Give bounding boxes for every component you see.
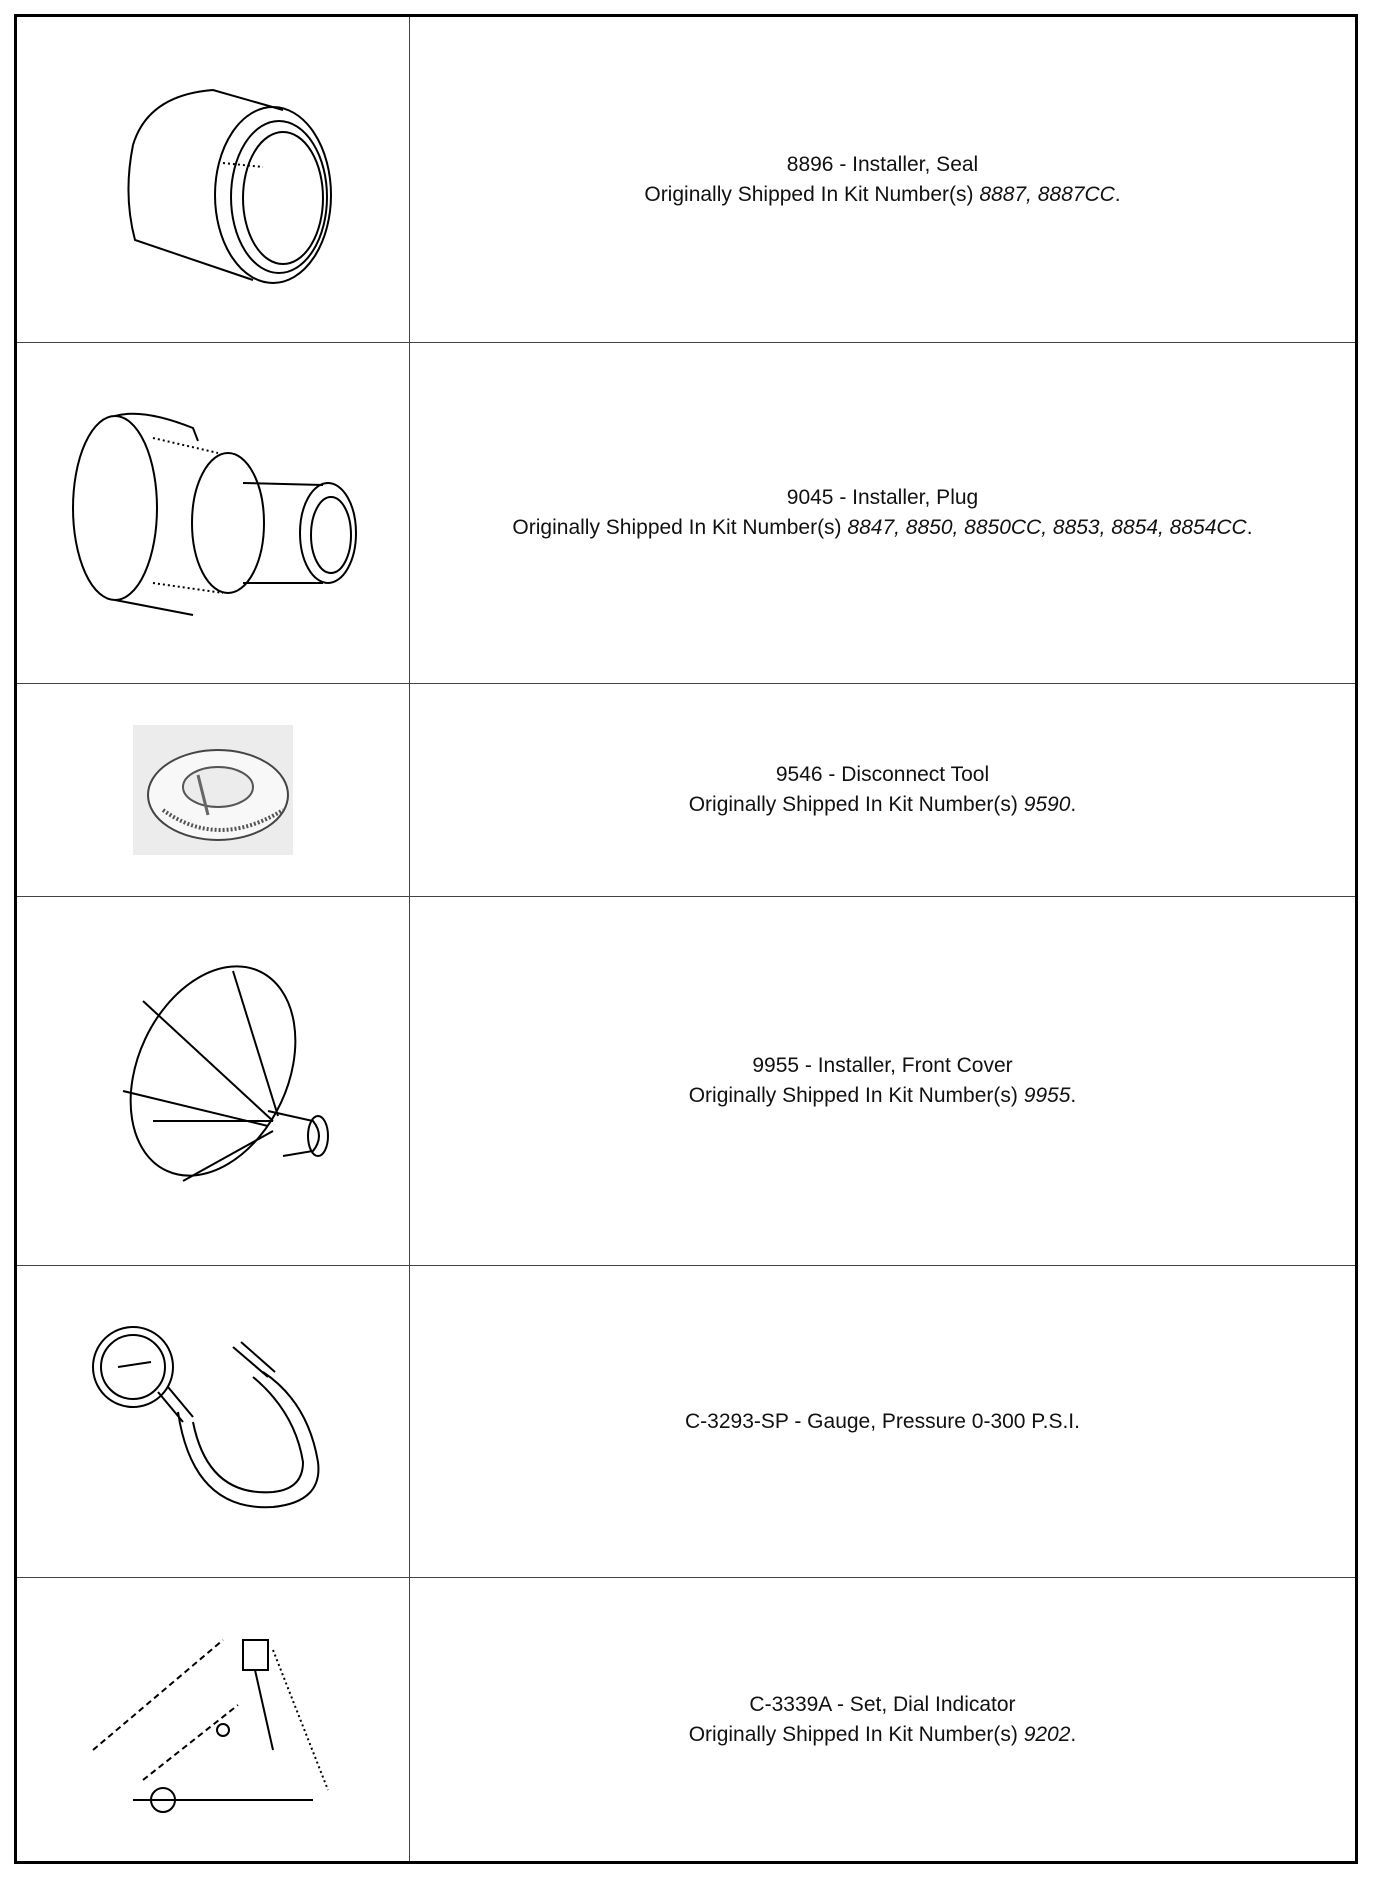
dial-indicator-set-icon [73,1620,353,1820]
table-row [17,683,1355,896]
tool-kit-line [430,180,1335,210]
tool-title: 9546 - Disconnect Tool [775,762,990,786]
tool-image-cell [17,343,410,684]
kit-prefix: Originally Shipped In Kit Number(s) [644,182,974,206]
table-row [17,1578,1355,1861]
tool-image-cell [17,1265,410,1577]
kit-numbers: 9955 . [1024,1084,1077,1107]
kit-prefix: Originally Shipped In Kit Number(s) [688,1722,1018,1746]
kit-numbers: 8887, 8887CC . [979,183,1120,206]
tool-title: 9045 - Installer, Plug [786,485,979,509]
seal-installer-icon [63,65,363,295]
kit-numbers: 9202 . [1024,1723,1077,1746]
front-cover-installer-icon [63,951,363,1211]
tool-title: 8896 - Installer, Seal [786,152,979,176]
tool-image-cell [17,17,410,343]
tool-description-cell [410,683,1356,896]
tool-description-cell [410,343,1356,684]
tool-kit-line [430,513,1335,543]
table-row [17,1265,1355,1577]
tool-image-cell [17,683,410,896]
tool-table [17,17,1355,1861]
tool-title: C-3339A - Set, Dial Indicator [749,1692,1016,1716]
plug-installer-icon [43,393,383,633]
tool-description-cell [410,1578,1356,1861]
tool-description-cell [410,897,1356,1266]
tool-kit-line [430,1081,1335,1111]
tool-title: 9955 - Installer, Front Cover [752,1053,1013,1077]
tool-kit-line [430,790,1335,820]
tool-title: C-3293-SP - Gauge, Pressure 0-300 P.S.I. [685,1409,1080,1433]
kit-numbers: 9590 . [1024,793,1077,816]
kit-prefix: Originally Shipped In Kit Number(s) [688,1083,1018,1107]
table-row [17,897,1355,1266]
pressure-gauge-icon [63,1312,363,1532]
tool-description-cell [410,17,1356,343]
kit-numbers: 8847, 8850, 8850CC, 8853, 8854, 8854CC . [847,516,1252,539]
tool-description-cell [410,1265,1356,1577]
table-row [17,343,1355,684]
tool-image-cell [17,897,410,1266]
tool-kit-line [430,1720,1335,1750]
kit-prefix: Originally Shipped In Kit Number(s) [512,515,842,539]
table-row [17,17,1355,343]
tool-image-cell [17,1578,410,1861]
kit-prefix: Originally Shipped In Kit Number(s) [688,792,1018,816]
tool-list-sheet [14,14,1358,1864]
disconnect-tool-icon [123,715,303,865]
